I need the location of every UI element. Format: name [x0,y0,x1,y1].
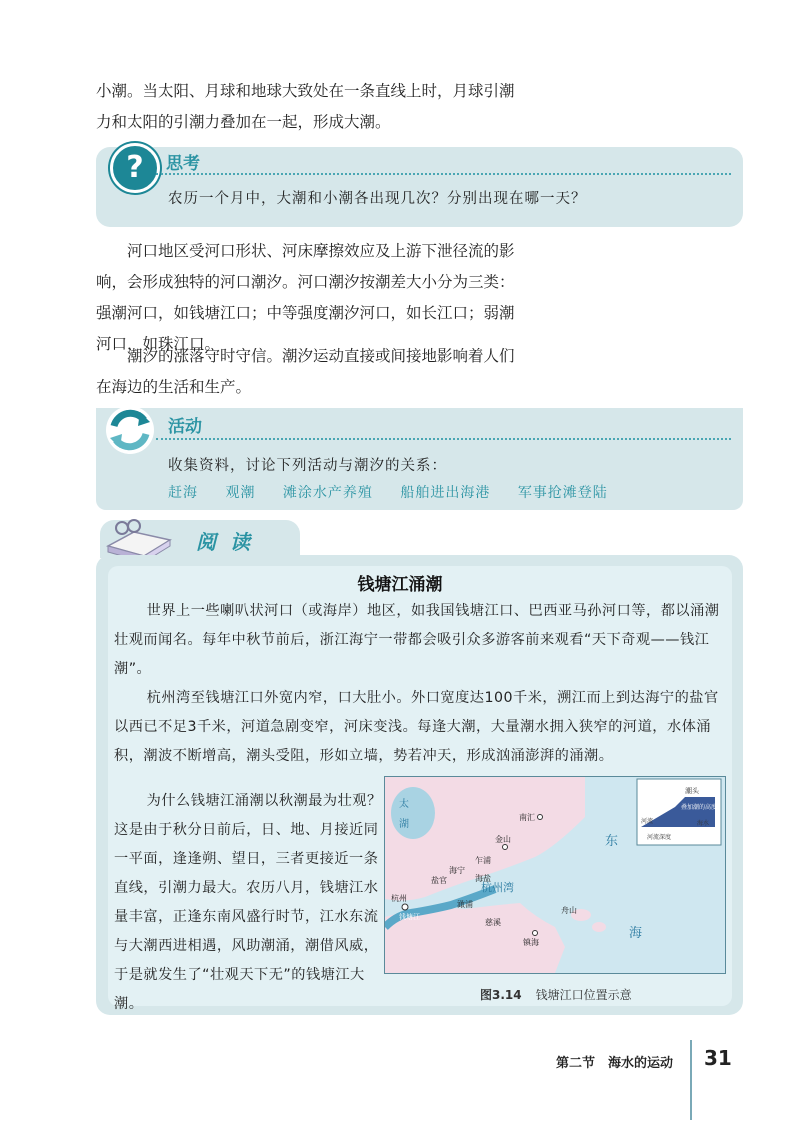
section-footer: 第二节 海水的运动 [556,1056,674,1071]
dotted-divider [156,438,731,440]
activity-box [96,408,743,510]
map-label: 澉浦 [457,900,473,909]
figure-number: 图3.14 [480,988,522,1002]
body-paragraph-1: 河口地区受河口形状、河床摩擦效应及上游下泄径流的影响，会形成独特的河口潮汐。河口潮汐按潮差大小分为三类：强潮河口，如钱塘江口；中等强度潮汐河口，如长江口；弱潮河口，如珠江口。 [96,242,515,353]
map-label: 湖 [399,819,409,830]
activity-item: 观潮 [225,485,256,501]
dotted-divider [156,173,731,175]
map-label: 杭州湾 [481,881,514,894]
question-icon: ? [110,143,160,193]
map-label: 乍浦 [475,856,491,865]
think-box [96,147,743,227]
inset-label-chaotou: 潮头 [685,787,699,795]
think-title: 思考 [166,154,200,174]
inset-label-height: 叠加潮的高度 [681,804,718,811]
map-label: 慈溪 [485,918,501,927]
reading-title: 钱塘江涌潮 [357,575,443,595]
inset-label-flow: 河流深度 [647,834,672,841]
activity-item: 滩涂水产养殖 [282,485,373,501]
activity-item: 军事抢滩登陆 [517,485,608,501]
map-label: 南汇 [519,813,535,822]
figure-caption [480,986,632,1003]
map-label: 钱塘江 [399,913,420,921]
reading-tab-label: 阅读 [196,530,264,554]
reading-paragraph-2: 杭州湾至钱塘江口外宽内窄，口大肚小。外口宽度达100千米，溯江而上到达海宁的盐官以西已不足3千米，河道急剧变窄，河床变浅。每逢大潮，大量潮水拥入狭窄的河道，水体涌积，潮波不断增高，潮头受阻，形如立墙，势若冲天，形成汹涌澎湃的涌潮。 [114,690,719,764]
body-paragraph-2: 潮汐的涨落守时守信。潮汐运动直接或间接地影响着人们在海边的生活和生产。 [96,347,515,396]
intro-line-1: 小潮。当太阳、月球和地球大致处在一条直线上时，月球引潮 [96,82,515,100]
reading-paragraph-3: 为什么钱塘江涌潮以秋潮最为壮观？这是由于秋分日前后，日、地、月接近同一平面，逢逢朔、望日，三者更接近一条直线，引潮力最大。农历八月，钱塘江水量丰富，正逢东南风盛行时节，江水东流与大潮西进相遇，风助潮涌，潮借风威，于是就发生了“壮观天下无”的钱塘江大潮。 [114,793,382,1012]
map-label: 太 [399,799,409,810]
map-label: 金山 [495,835,511,844]
qiantang-estuary-map [384,776,726,974]
cycle-arrows-icon [104,404,156,456]
activity-items [168,482,630,502]
think-question: 农历一个月中，大潮和小潮各出现几次？分别出现在哪一天？ [168,191,587,207]
reading-paragraph-1: 世界上一些喇叭状河口（或海岸）地区，如我国钱塘江口、巴西亚马孙河口等，都以涌潮壮观而闻名。每年中秋节前后，浙江海宁一带都会吸引众多游客前来观看“天下奇观——钱江潮”。 [114,603,720,677]
map-label: 海 [629,926,643,941]
map-label: 海盐 [475,874,491,883]
inset-label-river: 河流 [641,818,654,825]
footer-divider [690,1040,692,1120]
map-label: 舟山 [561,906,577,915]
inset-label-seawater: 海水 [697,820,710,827]
activity-instruction: 收集资料，讨论下列活动与潮汐的关系： [168,458,447,474]
page-number: 31 [704,1046,732,1070]
intro-line-2: 力和太阳的引潮力叠加在一起，形成大潮。 [96,113,391,131]
activity-item: 船舶进出海港 [400,485,491,501]
map-label: 杭州 [391,894,407,903]
map-label: 海宁 [449,866,465,875]
map-label: 东 [605,834,619,849]
map-label: 盐官 [431,876,447,885]
activity-item: 赶海 [168,485,198,501]
figure-caption-text: 钱塘江口位置示意 [535,988,632,1002]
activity-title: 活动 [168,417,202,437]
map-label: 镇海 [523,938,539,947]
